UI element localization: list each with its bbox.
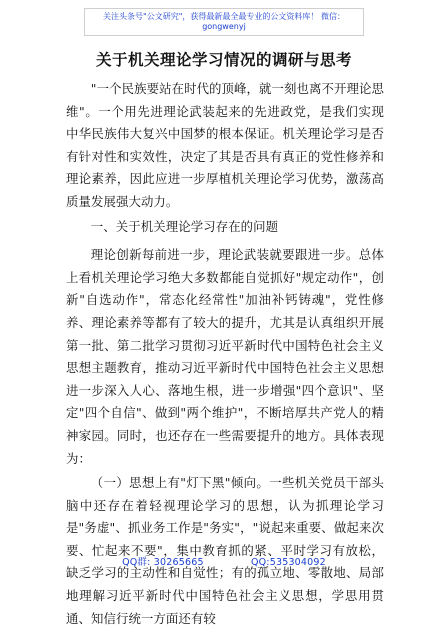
intro-paragraph: "一个民族要站在时代的顶峰，就一刻也离不开理论思维"。一个用先进理论武装起来的先进政党，是我们实现中华民族伟大复兴中国梦的根本保证。机关理论学习是否有针对性和实效性，决定了其是否具有真正的党性修养和理论素养，因此应进一步厚植机关理论学习优势，激荡高质量发展强大动力。	[66, 81, 384, 209]
document-body	[66, 78, 384, 630]
header-banner: 关注头条号"公文研究"，获得最新最全最专业的公文资料库！ 微信：gongwenyj	[84, 8, 364, 36]
section-heading: 一、关于机关理论学习存在的问题	[90, 218, 279, 234]
footer-contact	[0, 554, 448, 568]
subsection-paragraph: （一）思想上有"灯下黑"倾向。一些机关党员干部头脑中还存在着轻视理论学习的思想，认为抓理论学习是"务虚"、抓业务工作是"务实"，"说起来重要、做起来次要、忙起来不要"，集中教育抓的紧、平时学习有放松，缺乏学习的主动性和自觉性；有的孤立地、零散地、局部地理解习近平新时代中国特色社会主义思想，学思用贯通、知信行统一方面还有较	[66, 475, 384, 626]
footer-qq-group: QQ群: 30265665	[122, 557, 204, 568]
footer-qq: QQ:535304092	[250, 557, 326, 568]
document-title: 关于机关理论学习情况的调研与思考	[95, 51, 352, 69]
body-paragraph: 理论创新每前进一步，理论武装就要跟进一步。总体上看机关理论学习绝大多数都能自觉抓好"规定动作"，创新"自选动作"，常态化经常性"加油补钙铸魂"，党性修养、理论素养等都有了较大的提升，尤其是认真组织开展第一批、第二批学习贯彻习近平新时代中国特色社会主义思想主题教育，推动习近平新时代中国特色社会主义思想进一步深入人心、落地生根，进一步增强"四个意识"、坚定"四个自信"、做到"两个维护"，不断培厚共产党人的精神家园。同时，也还存在一些需要提升的地方。具体表现为：	[66, 247, 384, 466]
